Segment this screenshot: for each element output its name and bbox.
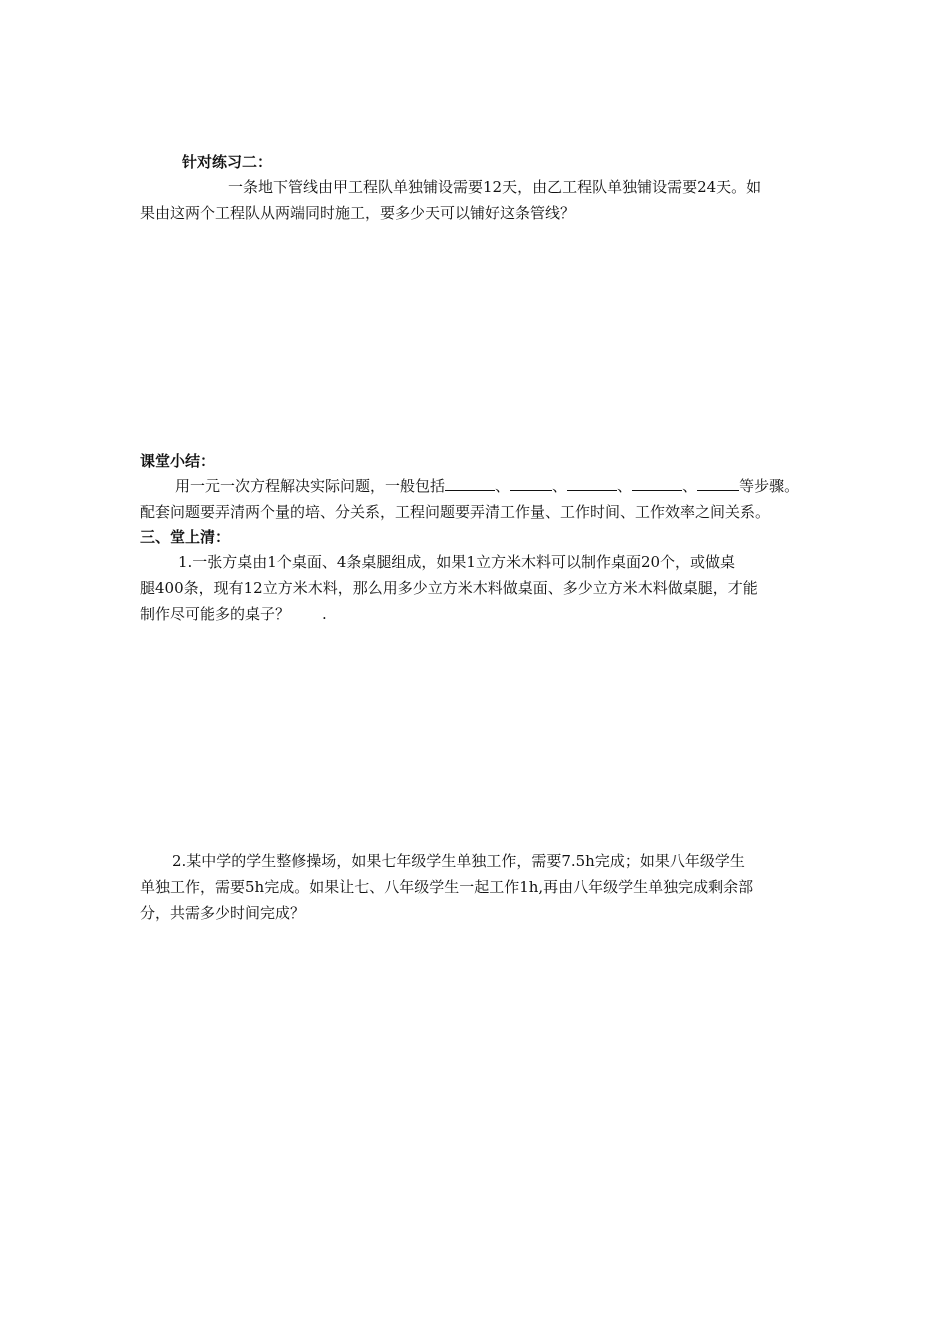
summary-line-1-prefix: 用一元一次方程解决实际问题，一般包括 — [175, 477, 446, 495]
separator: 、 — [495, 477, 511, 495]
practice-problem-line-1: 一条地下管线由甲工程队单独铺设需要12天，由乙工程队单独铺设需要24天。如 — [228, 178, 762, 196]
separator: 、 — [552, 477, 568, 495]
q2-line-1: 2.某中学的学生整修操场，如果七年级学生单独工作，需要7.5h完成；如果八年级学生 — [172, 852, 745, 870]
q2-line-2: 单独工作，需要5h完成。如果让七、八年级学生一起工作1h,再由八年级学生单独完成剩余部 — [140, 878, 754, 896]
q1-line-3 — [140, 604, 327, 624]
fill-blank-5[interactable] — [697, 476, 739, 491]
q1-line-3-text: 制作尽可能多的桌子？ — [140, 605, 291, 623]
q2-line-3: 分，共需多少时间完成？ — [140, 904, 306, 922]
q1-line-1: 1.一张方桌由1个桌面、4条桌腿组成，如果1立方米木料可以制作桌面20个，或做桌 — [178, 553, 736, 571]
practice-problem-line-2: 果由这两个工程队从两端同时施工，要多少天可以铺好这条管线？ — [140, 204, 576, 222]
section3-heading: 三、堂上清： — [140, 528, 231, 546]
q1-line-2: 腿400条，现有12立方米木料，那么用多少立方米木料做桌面、多少立方米木料做桌腿，才能 — [140, 579, 758, 597]
separator: 、 — [682, 477, 698, 495]
fill-blank-3[interactable] — [567, 476, 617, 491]
summary-line-1 — [175, 476, 799, 496]
summary-heading: 课堂小结： — [140, 452, 216, 470]
fill-blank-4[interactable] — [632, 476, 682, 491]
fill-blank-1[interactable] — [445, 476, 495, 491]
summary-line-1-suffix: 等步骤。 — [739, 477, 800, 495]
fill-blank-2[interactable] — [510, 476, 552, 491]
separator: 、 — [617, 477, 633, 495]
q1-trailing-dot: . — [322, 605, 327, 623]
summary-line-2: 配套问题要弄清两个量的培、分关系，工程问题要弄清工作量、工作时间、工作效率之间关系。 — [140, 503, 771, 521]
practice-heading: 针对练习二： — [182, 153, 273, 171]
